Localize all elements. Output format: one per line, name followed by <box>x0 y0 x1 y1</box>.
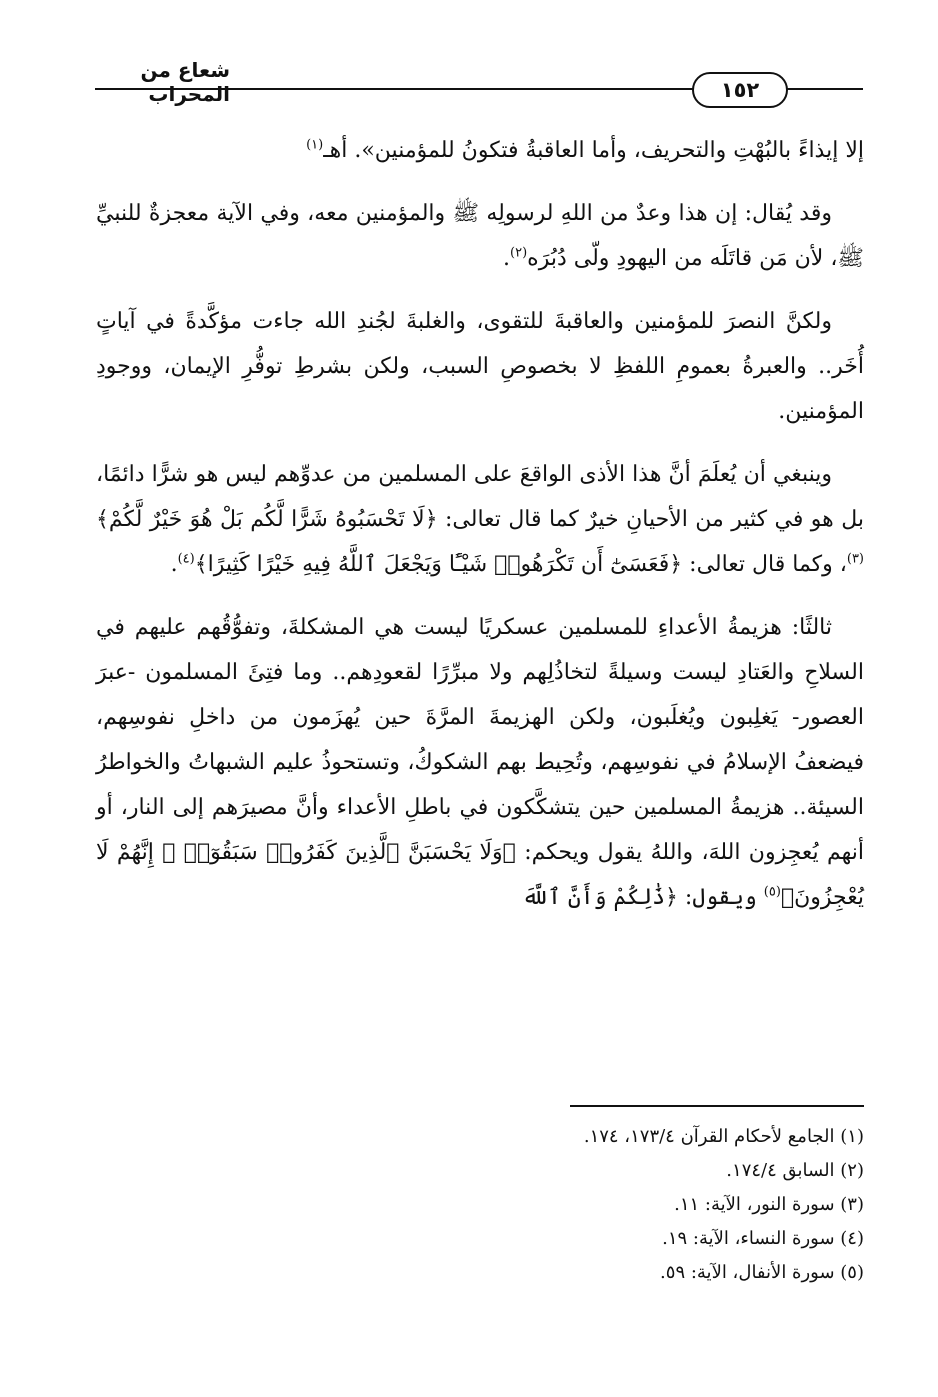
running-header-title: شعاع من المحراب <box>140 58 230 106</box>
footnote-4: (٤) سورة النساء، الآية: ١٩. <box>662 1228 864 1249</box>
paragraph-text: إلا إيذاءً بالبُهْتِ والتحريف، وأما العاقبةُ فتكونُ للمؤمنين». أهـ <box>323 138 864 163</box>
paragraph-tail: ويقول: ﴿ذَٰلِكُمْ وَأَنَّ ٱللَّهَ <box>522 885 764 910</box>
paragraph-text: وقد يُقال: إن هذا وعدٌ من اللهِ لرسولِه ﷺ والمؤمنين معه، وفي الآية معجزةٌ للنبيِّ ﷺ، لأن مَن قاتَلَه من اليهودِ ولّى دُبُرَه <box>96 201 864 271</box>
paragraph-1 <box>96 128 864 173</box>
footnote-ref: (٥) <box>763 884 781 900</box>
footnote-1: (١) الجامع لأحكام القرآن ١٧٣/٤، ١٧٤. <box>583 1126 864 1147</box>
paragraph-2 <box>96 191 864 281</box>
paragraph-tail: ، وكما قال تعالى: ﴿فَعَسَىٰٓ أَن تَكْرَهُوا۟ شَيْـًٔا وَيَجْعَلَ ٱللَّهُ فِيهِ خَيْرًا كَثِيرًا﴾ <box>194 552 847 577</box>
footnote-ref: (٤) <box>177 551 195 567</box>
footnote-separator <box>570 1105 864 1107</box>
footnote-ref: (٢) <box>510 245 528 261</box>
footnote-ref: (٣) <box>846 551 864 567</box>
paragraph-text: ولكنَّ النصرَ للمؤمنين والعاقبةَ للتقوى، والغلبةَ لجُندِ الله جاءت مؤكَّدةً في آياتٍ أُخَر.. والعبرةُ بعمومِ اللفظِ لا بخصوصِ السبب، ولكن بشرطِ توفُّرِ الإيمان، ووجودِ المؤمنين. <box>96 309 864 424</box>
page-number: ١٥٢ <box>692 72 788 108</box>
footnote-5: (٥) سورة الأنفال، الآية: ٥٩. <box>660 1262 864 1283</box>
paragraph-4 <box>96 452 864 587</box>
footnote-2: (٢) السابق ١٧٤/٤. <box>726 1160 864 1181</box>
paragraph-5 <box>96 605 864 920</box>
page-body <box>96 128 864 938</box>
paragraph-text: وينبغي أن يُعلَمَ أنَّ هذا الأذى الواقعَ على المسلمين من عدوِّهم ليس هو شرًّا دائمًا، بل هو في كثير من الأحيانِ خيرٌ كما قال تعالى: ﴿لَا تَحْسَبُوهُ شَرًّا لَّكُم بَلْ هُوَ خَيْرٌ لَّكُمْ﴾ <box>96 462 864 532</box>
paragraph-3 <box>96 299 864 434</box>
paragraph-tail: . <box>503 246 511 271</box>
footnote-3: (٣) سورة النور، الآية: ١١. <box>674 1194 864 1215</box>
paragraph-tail: . <box>170 552 178 577</box>
paragraph-text: ثالثًا: هزيمةُ الأعداءِ للمسلمين عسكريًا ليست هي المشكلةَ، وتفوُّقُهم عليهم في السلاحِ والعَتادِ ليست وسيلةً لتخاذُلِهم ولا مبرِّرًا لقعودِهم.. وما فتِئَ المسلمون -عبرَ العصور- يَغلِبون ويُغلَبون، ولكن الهزيمةَ المرَّةَ حين يُهزَمون من داخلِ نفوسِهم، فيضعفُ الإسلامُ في نفوسِهم، وتُحِيط بهم الشكوكُ، وتستحوذُ عليم الشبهاتُ والخواطرُ السيئة.. هزيمةُ المسلمين حين يتشكَّكون في باطلِ الأعداء وأنَّ مصيرَهم إلى النار، أو أنهم يُعجِزون اللهَ، واللهُ يقول ويحكم: ﴿وَلَا يَحْسَبَنَّ ٱلَّذِينَ كَفَرُوا۟ سَبَقُوٓا۟ ۚ إِنَّهُمْ لَا يُعْجِزُونَ﴾ <box>96 615 864 910</box>
footnotes <box>96 1120 864 1290</box>
footnote-ref: (١) <box>306 137 324 153</box>
